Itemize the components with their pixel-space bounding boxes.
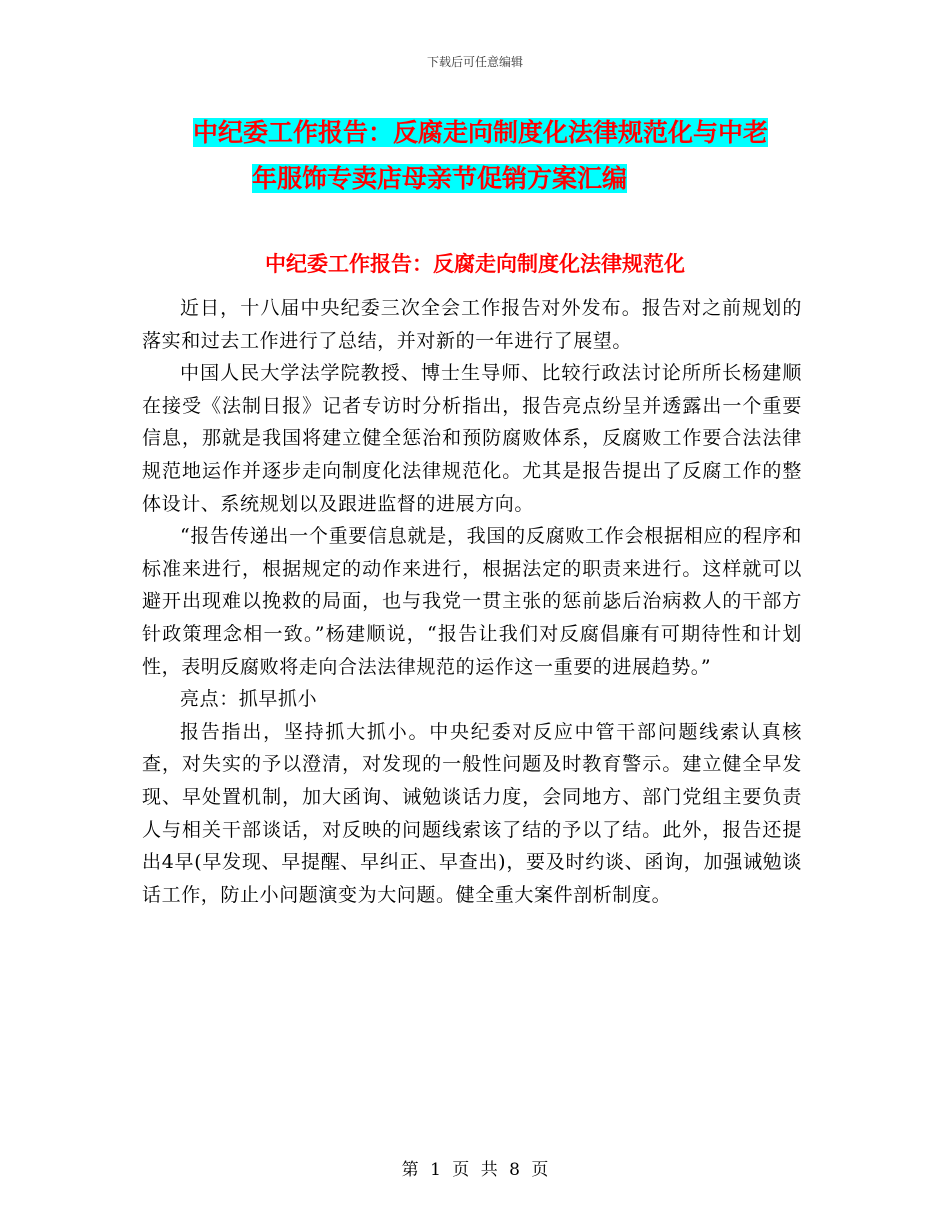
title-line-1-text: 中纪委工作报告：反腐走向制度化法律规范化与中老 [193, 118, 769, 147]
page-number-footer: 第 1 页 共 8 页 [401, 1160, 549, 1180]
title-line-1 [140, 110, 820, 156]
title-line-2-text: 年服饰专卖店母亲节促销方案汇编 [252, 164, 628, 193]
paragraph: 中国人民大学法学院教授、博士生导师、比较行政法讨论所所长杨建顺在接受《法制日报》记者专访时分析指出，报告亮点纷呈并透露出一个重要信息，那就是我国将建立健全惩治和预防腐败体系，反腐败工作要合法法律规范地运作并逐步走向制度化法律规范化。尤其是报告提出了反腐工作的整体设计、系统规划以及跟进监督的进展方向。 [142, 362, 802, 515]
paragraph: “报告传递出一个重要信息就是，我国的反腐败工作会根据相应的程序和标准来进行，根据规定的动作来进行，根据法定的职责来进行。这样就可以避开出现难以挽救的局面，也与我党一贯主张的惩前毖后治病救人的干部方针政策理念相一致。”杨建顺说，“报告让我们对反腐倡廉有可期待性和计划性，表明反腐败将走向合法法律规范的运作这一重要的进展趋势。” [142, 525, 802, 678]
document-title [140, 110, 820, 202]
section-title: 中纪委工作报告：反腐走向制度化法律规范化 [265, 252, 685, 276]
body-text [142, 292, 802, 911]
paragraph: 近日，十八届中央纪委三次全会工作报告对外发布。报告对之前规划的落实和过去工作进行了总结，并对新的一年进行了展望。 [142, 297, 802, 352]
title-line-2 [140, 156, 820, 202]
page-header: 下载后可任意编辑 [426, 55, 523, 69]
paragraph: 报告指出，坚持抓大抓小。中央纪委对反应中管干部问题线索认真核查，对失实的予以澄清，对发现的一般性问题及时教育警示。建立健全早发现、早处置机制，加大函询、诫勉谈话力度，会同地方、部门党组主要负责人与相关干部谈话，对反映的问题线索该了结的予以了结。此外，报告还提出4早(早发现、早提醒、早纠正、早查出)，要及时约谈、函询，加强诫勉谈话工作，防止小问题演变为大问题。健全重大案件剖析制度。 [142, 720, 802, 906]
subheading-paragraph: 亮点：抓早抓小 [180, 688, 318, 711]
